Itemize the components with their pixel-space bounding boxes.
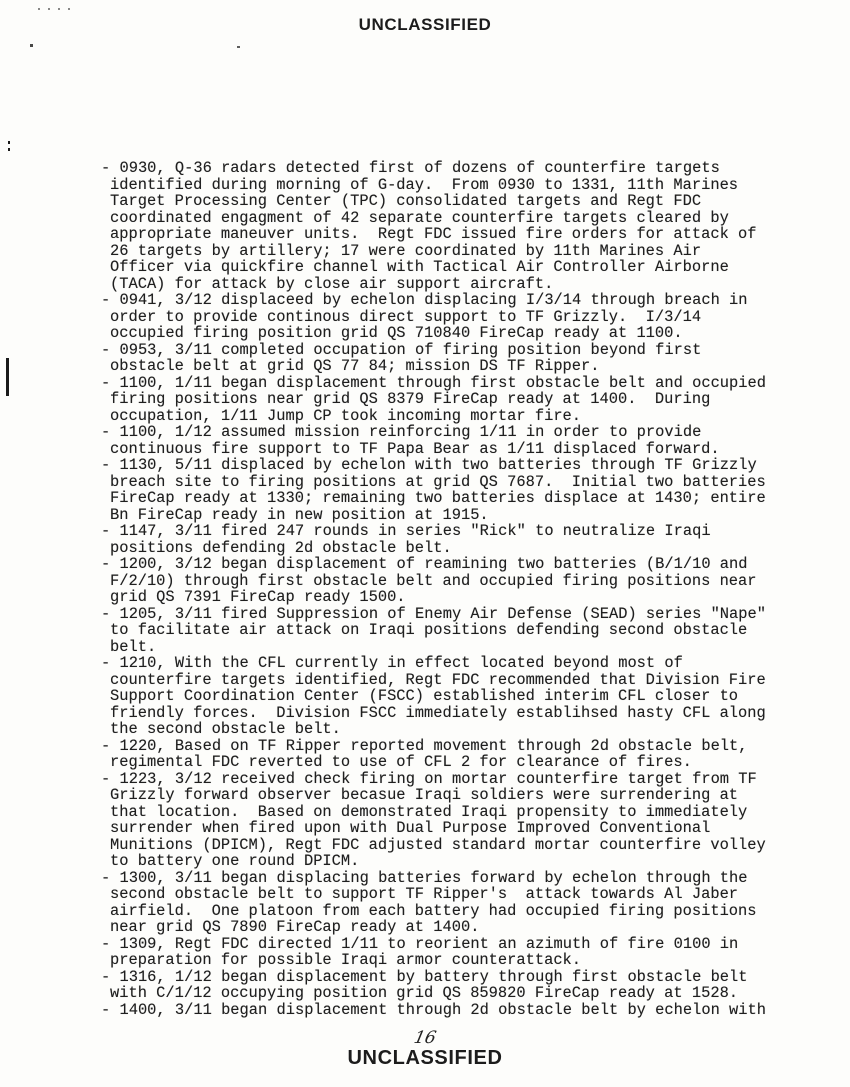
scan-artifact-dots — [38, 8, 72, 10]
log-entry — [101, 457, 813, 523]
scan-artifact-speck — [8, 148, 10, 151]
log-entry-line: Target Processing Center (TPC) consolidated targets and Regt FDC — [110, 192, 702, 210]
log-entry-first-line: - 1309, Regt FDC directed 1/11 to reorient an azimuth of fire 0100 in — [101, 934, 739, 953]
log-entry-line: Support Coordination Center (FSCC) established interim CFL closer to — [110, 687, 739, 705]
log-entry-line: the second obstacle belt. — [110, 720, 341, 738]
log-entry — [101, 870, 813, 936]
log-entry-line: near grid QS 7890 FireCap ready at 1400. — [110, 918, 480, 936]
log-entry — [101, 342, 813, 375]
scan-artifact-speck — [8, 141, 10, 144]
log-entry-line: order to provide continous direct support to TF Grizzly. I/3/14 — [110, 307, 702, 326]
scan-artifact-bar — [6, 358, 9, 396]
log-entry-line: counterfire targets identified, Regt FDC recommended that Division Fire — [110, 670, 766, 689]
log-entry-line: to facilitate air attack on Iraqi positions defending second obstacle — [110, 621, 748, 639]
log-entry — [101, 606, 813, 656]
log-entry-line: F/2/10) through first obstacle belt and occupied firing positions near — [110, 571, 757, 590]
log-entry-first-line: - 0941, 3/12 displaceed by echelon displacing I/3/14 through breach in — [101, 291, 748, 309]
log-entry-line: occupation, 1/11 Jump CP took incoming mortar fire. — [110, 406, 582, 425]
log-entry-line: coordinated engagment of 42 separate counterfire targets cleared by — [110, 208, 729, 227]
log-entry-line: positions defending 2d obstacle belt. — [110, 538, 452, 557]
log-entry-line: second obstacle belt to support TF Ripper's attack towards Al Jaber — [110, 885, 739, 903]
log-entry-line: belt. — [110, 637, 157, 656]
log-entry-line: obstacle belt at grid QS 77 84; mission DS TF Ripper. — [110, 357, 600, 375]
scan-artifact-speck — [30, 44, 33, 47]
log-entry-first-line: - 1300, 3/11 began displacing batteries forward by echelon through the — [101, 868, 748, 887]
log-entry-line: preparation for possible Iraqi armor counterattack. — [110, 951, 582, 969]
log-entry — [101, 969, 813, 1002]
log-entry-line: friendly forces. Division FSCC immediately establihsed hasty CFL along — [110, 703, 766, 722]
log-entry-line: firing positions near grid QS 8379 FireCap ready at 1400. During — [110, 390, 711, 408]
log-entry-line: breach site to firing positions at grid QS 7687. Initial two batteries — [110, 472, 766, 491]
log-entry-first-line: - 1316, 1/12 began displacement by battery through first obstacle belt — [101, 967, 748, 986]
log-entry-line: Officer via quickfire channel with Tactical Air Controller Airborne — [110, 258, 729, 276]
log-entry-line: appropriate maneuver units. Regt FDC issued fire orders for attack of — [110, 225, 757, 243]
log-entry-line: Munitions (DPICM), Regt FDC adjusted standard mortar counterfire volley — [110, 835, 766, 854]
log-entry-first-line: - 1130, 5/11 displaced by echelon with two batteries through TF Grizzly — [101, 456, 757, 474]
page-number: 16 — [412, 1028, 438, 1048]
log-entry-line: 26 targets by artillery; 17 were coordinated by 11th Marines Air — [110, 241, 702, 260]
log-entry — [101, 292, 813, 342]
log-entry-first-line: - 1220, Based on TF Ripper reported movement through 2d obstacle belt, — [101, 736, 748, 755]
log-entry-line: regimental FDC reverted to use of CFL 2 for clearance of fires. — [110, 753, 692, 771]
log-entry-first-line: - 0930, Q-36 radars detected first of dozens of counterfire targets — [101, 159, 720, 177]
log-entry-first-line: - 1205, 3/11 fired Suppression of Enemy Air Defense (SEAD) series "Nape" — [101, 604, 766, 623]
log-entry — [101, 655, 813, 738]
log-entry-line: that location. Based on demonstrated Iraqi propensity to immediately — [110, 802, 748, 821]
log-entry-first-line: - 1100, 1/11 began displacement through first obstacle belt and occupied — [101, 373, 766, 392]
classification-header: UNCLASSIFIED — [358, 15, 492, 34]
log-entry — [101, 424, 813, 457]
log-entries — [101, 160, 813, 1018]
log-entry — [101, 738, 813, 771]
log-entry-line: Grizzly forward observer becasue Iraqi soldiers were surrendering at — [110, 786, 739, 804]
log-entry-line: grid QS 7391 FireCap ready 1500. — [110, 588, 406, 606]
log-entry-line: with C/1/12 occupying position grid QS 859820 FireCap ready at 1528. — [110, 984, 739, 1002]
log-entry-line: airfield. One platoon from each battery had occupied firing positions — [110, 901, 757, 920]
log-entry-line: surrender when fired upon with Dual Purpose Improved Conventional — [110, 819, 711, 837]
log-entry — [101, 1002, 813, 1019]
log-entry — [101, 375, 813, 425]
log-entry-line: (TACA) for attack by close air support aircraft. — [110, 274, 554, 293]
log-entry-line: Bn FireCap ready in new position at 1915. — [110, 505, 489, 524]
log-entry-first-line: - 1223, 3/12 received check firing on mortar counterfire target from TF — [101, 769, 757, 788]
log-entry-first-line: - 1200, 3/12 began displacement of reamining two batteries (B/1/10 and — [101, 555, 748, 573]
log-entry — [101, 523, 813, 556]
log-entry-first-line: - 1210, With the CFL currently in effect located beyond most of — [101, 654, 683, 672]
log-entry-line: identified during morning of G-day. From 0930 to 1331, 11th Marines — [110, 175, 739, 194]
log-entry — [101, 936, 813, 969]
log-entry — [101, 556, 813, 606]
log-entry-first-line: - 1100, 1/12 assumed mission reinforcing 1/11 in order to provide — [101, 423, 702, 441]
log-entry-line: to battery one round DPICM. — [110, 852, 360, 870]
log-entry — [101, 160, 813, 292]
log-entry — [101, 771, 813, 870]
log-entry-line: occupied firing position grid QS 710840 FireCap ready at 1100. — [110, 324, 683, 342]
log-entry-first-line: - 0953, 3/11 completed occupation of firing position beyond first — [101, 340, 702, 359]
classification-footer: UNCLASSIFIED — [347, 1047, 503, 1069]
log-entry-line: continuous fire support to TF Papa Bear as 1/11 displaced forward. — [110, 439, 720, 458]
log-entry-first-line: - 1400, 3/11 began displacement through 2d obstacle belt by echelon with — [101, 1000, 766, 1019]
log-entry-line: FireCap ready at 1330; remaining two batteries displace at 1430; entire — [110, 489, 766, 507]
log-entry-first-line: - 1147, 3/11 fired 247 rounds in series "Rick" to neutralize Iraqi — [101, 522, 711, 540]
scan-artifact-speck — [237, 46, 240, 48]
